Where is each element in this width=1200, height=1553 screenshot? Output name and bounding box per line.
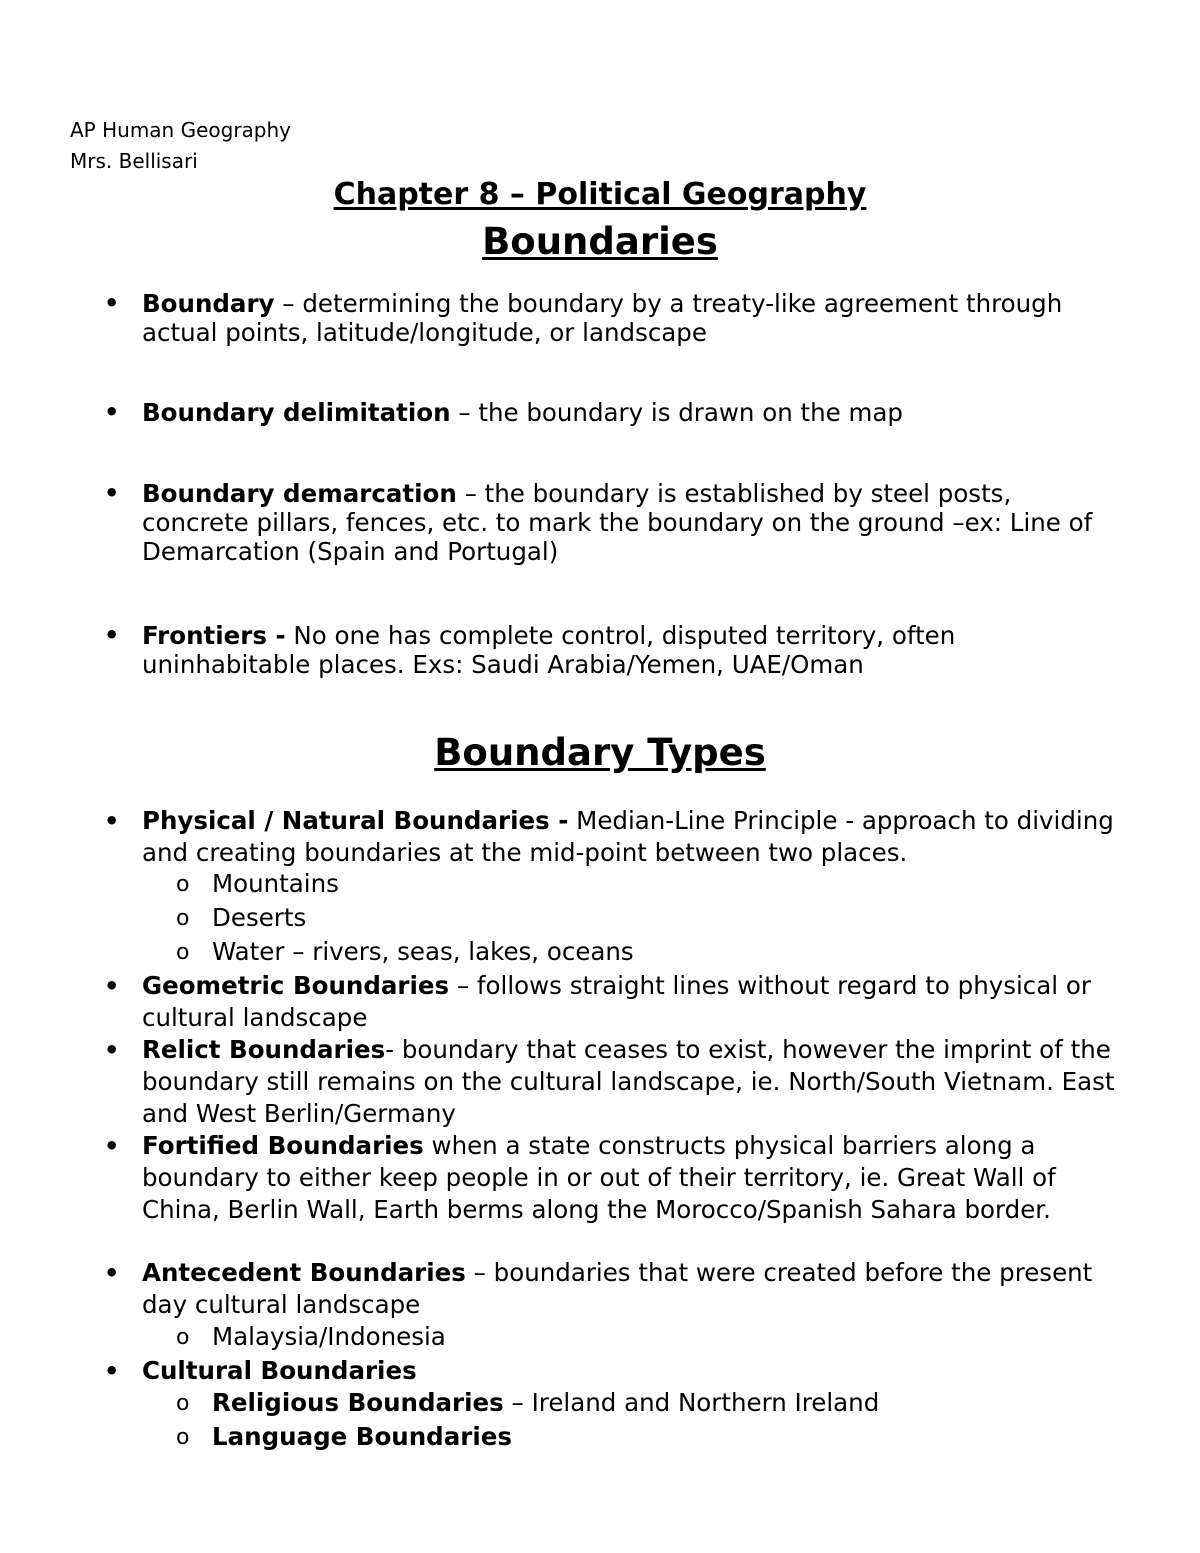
list-item-boundary-demarcation (104, 479, 1122, 566)
term: Boundary demarcation (142, 479, 457, 508)
definition: – boundaries that were created before the present day cultural landscape (142, 1258, 1093, 1319)
list-item-fortified-boundaries (104, 1130, 1122, 1226)
course-name: AP Human Geography (70, 118, 292, 142)
teacher-name: Mrs. Bellisari (70, 149, 198, 173)
list-item-frontiers (104, 621, 1122, 679)
bullet-icon: • (104, 1036, 120, 1064)
sub-bullet-icon: o (176, 1425, 190, 1450)
term: Boundary (142, 289, 275, 318)
term: Fortified Boundaries (142, 1131, 424, 1160)
sub-item-deserts: o Deserts (212, 902, 1122, 934)
definition: – determining the boundary by a treaty-like agreement through actual points, latitude/longitude, or landscape (142, 289, 1063, 347)
term: Physical / Natural Boundaries - (142, 806, 569, 835)
bullet-icon: • (104, 972, 120, 1000)
definition: Median-Line Principle - approach to dividing and creating boundaries at the mid-point between two places. (142, 806, 1114, 867)
definition: – the boundary is drawn on the map (450, 398, 903, 427)
section-heading-boundaries: Boundaries (482, 220, 718, 263)
definition: – the boundary is established by steel posts, concrete pillars, fences, etc. to mark the boundary on the ground –ex: Line of Demarcation (Spain and Portugal) (142, 479, 1093, 566)
definition: – follows straight lines without regard to physical or cultural landscape (142, 971, 1091, 1032)
bullet-icon: • (104, 807, 120, 835)
list-item-antecedent-boundaries (104, 1257, 1122, 1321)
term: Boundary delimitation (142, 398, 451, 427)
term: Relict Boundaries (142, 1035, 386, 1064)
list-item-cultural-boundaries (104, 1355, 1122, 1387)
bullet-icon: • (104, 1357, 120, 1385)
list-item-physical-boundaries (104, 805, 1122, 869)
bullet-icon: • (104, 1259, 120, 1287)
sub-item-language-boundaries (176, 1421, 1122, 1453)
bullet-icon: • (104, 289, 120, 317)
list-item-relict-boundaries (104, 1034, 1122, 1130)
definition: No one has complete control, disputed territory, often uninhabitable places. Exs: Saudi Arabia/Yemen, UAE/Oman (142, 621, 956, 679)
definition: - boundary that ceases to exist, however the imprint of the boundary still remains on the cultural landscape, ie. North/South Vietnam. East and West Berlin/Germany (142, 1035, 1115, 1128)
bullet-icon: • (104, 398, 120, 426)
term: Religious Boundaries (212, 1388, 504, 1417)
list-item-boundary (104, 289, 1122, 347)
bullet-icon: • (104, 1132, 120, 1160)
term: Geometric Boundaries (142, 971, 450, 1000)
sub-item-malaysia-indonesia: o Malaysia/Indonesia (212, 1321, 1122, 1353)
term: Frontiers - (142, 621, 286, 650)
term: Language Boundaries (212, 1422, 512, 1451)
bullet-icon: • (104, 621, 120, 649)
sub-bullet-icon: o (176, 1325, 190, 1350)
sub-bullet-icon: o (176, 940, 190, 965)
definition: – Ireland and Northern Ireland (503, 1388, 880, 1417)
definition: when a state constructs physical barriers along a boundary to either keep people in or out of their territory, ie. Great Wall of China, Berlin Wall, Earth berms along the Morocco/Spanish Sahara border. (142, 1131, 1056, 1224)
list-item-boundary-delimitation (104, 398, 1122, 427)
list-item-geometric-boundaries (104, 970, 1122, 1034)
sub-bullet-icon: o (176, 906, 190, 931)
bullet-icon: • (104, 479, 120, 507)
sub-item-water: o Water – rivers, seas, lakes, oceans (212, 936, 1122, 968)
sub-bullet-icon: o (176, 872, 190, 897)
chapter-title: Chapter 8 – Political Geography (333, 177, 867, 212)
section-heading-boundary-types: Boundary Types (434, 731, 766, 774)
sub-item-religious-boundaries (176, 1387, 1122, 1419)
sub-bullet-icon: o (176, 1391, 190, 1416)
term: Cultural Boundaries (142, 1356, 417, 1385)
sub-item-mountains: o Mountains (212, 868, 1122, 900)
term: Antecedent Boundaries (142, 1258, 466, 1287)
